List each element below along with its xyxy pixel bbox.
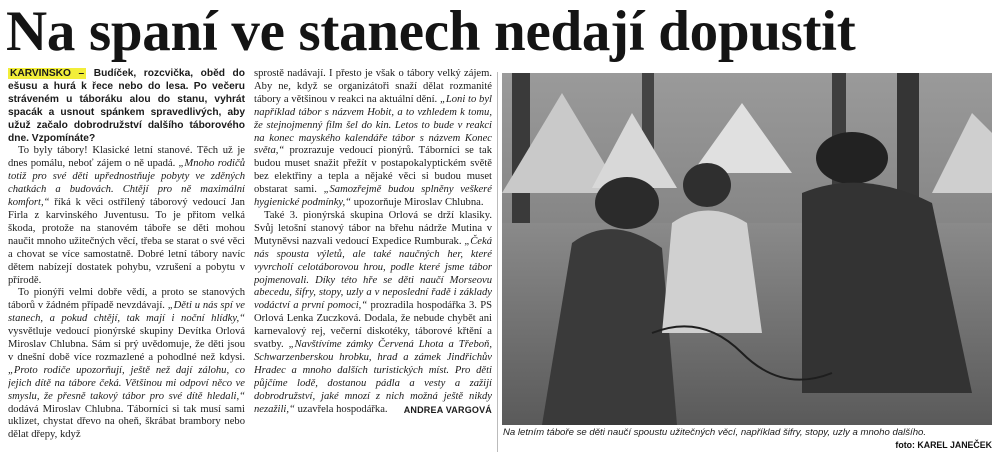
- paragraph: [8, 287, 245, 442]
- text-run: To pionýři velmi dobře vědí, a proto se stanových táborů v žádném případě nevzdávají.: [8, 287, 245, 312]
- article-column-1: [8, 68, 245, 452]
- text-run: To byly tábory! Klasické letní stanové. Těch už je dnes pomálu, neboť zájem o ně upadá.: [8, 145, 245, 170]
- lead-text: Budíček, rozcvička, oběd do ešusu a hurá k řece nebo do lesa. Po večeru stráveném u táboráku alou do stanu, vyhrát spacák a usnout spánkem spravedlivých, aby užuž začalo dobrodružství dalšího táborového dne. Vzpomínáte?: [8, 68, 245, 144]
- child-head-cap: [816, 132, 888, 184]
- text-run: prozradila hospodářka 3. PS Orlová Lenka Zuczková. Dodala, že nebude chybět ani karnevalový rej, večerní diskotéky, táborové křtění a svatby.: [254, 300, 492, 351]
- quote: „Mnoho rodičů totiž pro své děti upřednostňuje pobyty ve zděných chatkách a budovách. Chtějí pro ně maximální komfort,“: [8, 158, 245, 209]
- paragraph: [254, 68, 492, 210]
- photo-caption: Na letním táboře se děti naučí spoustu užitečných věcí, například šifry, stopy, uzly a mnoho dalšího.: [503, 427, 927, 438]
- text-run: upozorňuje Miroslav Chlubna.: [353, 197, 484, 209]
- child-head-cap: [595, 177, 659, 229]
- dateline-place: KARVINSKO –: [10, 68, 85, 79]
- quote: „Samozřejmě budou splněny veškeré hygienické podmínky,“: [254, 184, 492, 209]
- child-head: [683, 163, 731, 207]
- text-run: dodává Miroslav Chlubna. Táborníci si tak musí sami uklizet, chystat dřevo na oheň, škrábat brambory nebo dělat dřepy, když: [8, 403, 245, 441]
- article-headline: Na spaní ve stanech nedají dopustit: [6, 0, 856, 63]
- photo-credit: foto: KAREL JANEČEK: [895, 440, 992, 450]
- text-run: uzavřela hospodářka.: [297, 403, 388, 415]
- photo-illustration: [502, 73, 992, 425]
- text-run: Také 3. pionýrská skupina Orlová se drží klasiky. Svůj letošní stanový tábor na břehu nádrže Mutina v Mutyněvsi nazvali vedoucí Expedice Rumburak.: [254, 209, 492, 247]
- column-divider: [497, 72, 498, 452]
- child-figure: [662, 211, 762, 334]
- quote: „Děti u nás spí ve stanech, a pokud chtějí, tak mají i noční hlídky,“: [8, 300, 245, 325]
- text-run: prozrazuje vedoucí pionýrů. Táborníci se tak budou muset snažit přežít v postapokalyptickém světě bez elektřiny a tepla a nějaké věci si budou muset obstarat sami.: [254, 145, 492, 196]
- article-column-2: [254, 68, 492, 452]
- article-photo: [502, 73, 992, 425]
- quote: „Čeká nás spousta výletů, ale také naučných her, které vyvrcholí celotáborovou hrou, podle které jsme tábor pojmenovali. Díky této hře se děti naučí Morseovu abecedu, šifry, stopy, uzly a v neposlední řadě i základy vodáctví a první pomoci,“: [254, 235, 492, 312]
- paragraph: [254, 210, 492, 417]
- text-run: říká k věci ostřílený táborový vedoucí Jan Firla z karvinského Juventusu. To je přitom velká škoda, protože na stanovém táboře se děti mohou naučit mnoho užitečných věcí, třeba se starat o své věci a chovat se více samostatně. Dobré letní tábory navíc dětem nabízejí dostatek pohybu, vzrušení a pobytu v přírodě.: [8, 197, 245, 286]
- paragraph: [8, 145, 245, 287]
- quote: „Loni to byl například tábor s názvem Hobit, a to vzhledem k tomu, že stejnojmenný film šel do kin. Letos to bude v reakci na konec mayského kalendáře tábor s názvem Konec světa,“: [254, 93, 492, 157]
- author-byline: ANDREA VARGOVÁ: [403, 405, 492, 416]
- text-run: vysvětluje vedoucí pionýrské skupiny Devítka Orlová Miroslav Chlubna. Sám si prý uvědomuje, že děti jsou v dnešní době více rozmazlené a pohodlné než kdysi.: [8, 326, 245, 363]
- article-lead: [8, 68, 245, 145]
- quote: „Proto rodiče upozorňují, ještě než dají zálohu, co jejich dítě na tábore čeká. Většinou mi odpoví něco ve smyslu, že přesně takový tábor pro své dítě hledali,“: [8, 364, 245, 402]
- text-run: sprostě nadávají. I přesto je však o tábory velký zájem. Aby ne, když se organizátoři snaží dělat rozmanité tábory a většinou v reakci na aktuální dění.: [254, 68, 492, 105]
- quote: „Navštívíme zámky Červená Lhota a Třeboň, Schwarzenberskou hrobku, hrad a zámek Jindřichův Hradec a mnoho dalších turistických míst. Pro děti půjčíme lodě, dostanou pádla a vesty a zažijí dobrodružství, jaké mnozí z nich možná ještě nikdy nezažili,“: [254, 339, 492, 415]
